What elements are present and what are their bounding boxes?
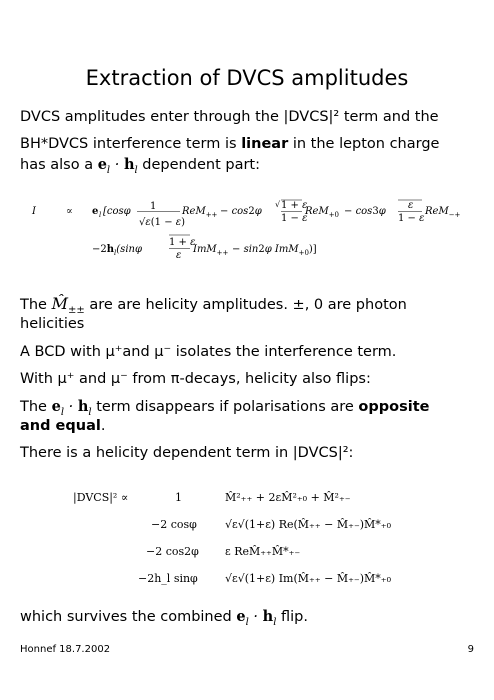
slide-title: Extraction of DVCS amplitudes: [85, 66, 409, 90]
body-line-3: A BCD with μ⁺and μ⁻ isolates the interference term.: [20, 344, 397, 360]
emphasis-linear: linear: [241, 136, 289, 152]
svg-text:−2hl(sinφ: $-2h_l(\sin\varphi$: [92, 244, 142, 257]
eq2-row4-term: √ε√(1+ε) Im(M̂₊₊ − M̂₊₋)M̂*₊₀: [225, 572, 392, 585]
eq2-row2-term: √ε√(1+ε) Re(M̂₊₊ − M̂₊₋)M̂*₊₀: [225, 518, 392, 531]
svg-text:− cos3φ: − cos3φ: [344, 206, 386, 217]
intro-line-2: BH*DVCS interference term is linear in the lepton charge: [20, 136, 440, 152]
footer-date: Honnef 18.7.2002: [20, 644, 111, 655]
eq1-row2: [92, 235, 317, 261]
svg-text:ε: ε: [176, 250, 182, 261]
intro-line-1: DVCS amplitudes enter through the |DVCS|² term and the: [20, 109, 439, 125]
body-line-6: and equal.: [20, 418, 106, 434]
emphasis-and-equal: and equal: [20, 418, 101, 434]
svg-text:− cos2φ: − cos2φ: [220, 206, 262, 217]
svg-text:ε: ε: [408, 200, 414, 211]
eq1-row1: [92, 200, 461, 228]
emphasis-opposite: opposite: [358, 399, 430, 415]
eq2-row3-coef: −2 cos2φ: [146, 545, 199, 558]
svg-text:1 + ε: 1 + ε: [281, 200, 308, 211]
svg-text:√ε(1 − ε): √ε(1 − ε): [139, 217, 186, 228]
svg-text:ReM++: ReM$_{++}$: [182, 206, 218, 219]
eq1-prop: ∝: [66, 206, 73, 217]
body-line-2: helicities: [20, 316, 85, 332]
body-line-5: The $e_l \cdot h_l$ term disappears if polarisations are opposite: [20, 398, 430, 418]
eq2-row4-coef: −2h_l sinφ: [138, 572, 198, 585]
svg-text:− sin2φ ImM+0)]: − sin2φ ImM$_{+0}$)]: [232, 244, 317, 257]
svg-text:1 − ε: 1 − ε: [281, 213, 308, 224]
svg-text:l: l: [99, 211, 102, 219]
svg-text:√: √: [275, 200, 281, 209]
eq2-row1-term: M̂²₊₊ + 2εM̂²₊₀ + M̂²₊₋: [225, 491, 351, 504]
eq2-row2-coef: −2 cosφ: [151, 518, 197, 531]
svg-text:1 + ε: 1 + ε: [169, 237, 196, 248]
body-line-4: With μ⁺ and μ⁻ from π-decays, helicity also flips:: [20, 371, 371, 387]
eq2-row3-term: ε ReM̂₊₊M̂*₊₋: [225, 545, 301, 558]
svg-text:1: 1: [150, 201, 157, 212]
eq2-row1-coef: 1: [175, 491, 182, 504]
closing-line: which survives the combined $e_l \cdot h_l$ flip.: [20, 608, 308, 628]
svg-text:1 − ε: 1 − ε: [398, 213, 425, 224]
body-line-7: There is a helicity dependent term in |DVCS|²:: [20, 445, 354, 461]
eq1-lhs: I: [32, 206, 36, 217]
svg-text:e: e: [92, 206, 99, 217]
svg-text:ImM++: ImM$_{++}$: [193, 244, 229, 257]
eq2-lhs: |DVCS|² ∝: [73, 491, 129, 504]
interference-equation: [0, 190, 494, 265]
intro-line-3: has also a $e_l \cdot h_l$ dependent part:: [20, 156, 260, 176]
svg-text:[cosφ: [cosφ: [103, 206, 131, 217]
svg-text:ReM−+: ReM$_{-+}$: [425, 206, 461, 219]
body-line-1: The $M̂_{\pm\pm}$ are are helicity amplitudes. ±, 0 are photon: [20, 294, 407, 316]
page-number: 9: [467, 644, 474, 655]
svg-text:ReM+0: ReM$_{+0}$: [305, 206, 340, 219]
